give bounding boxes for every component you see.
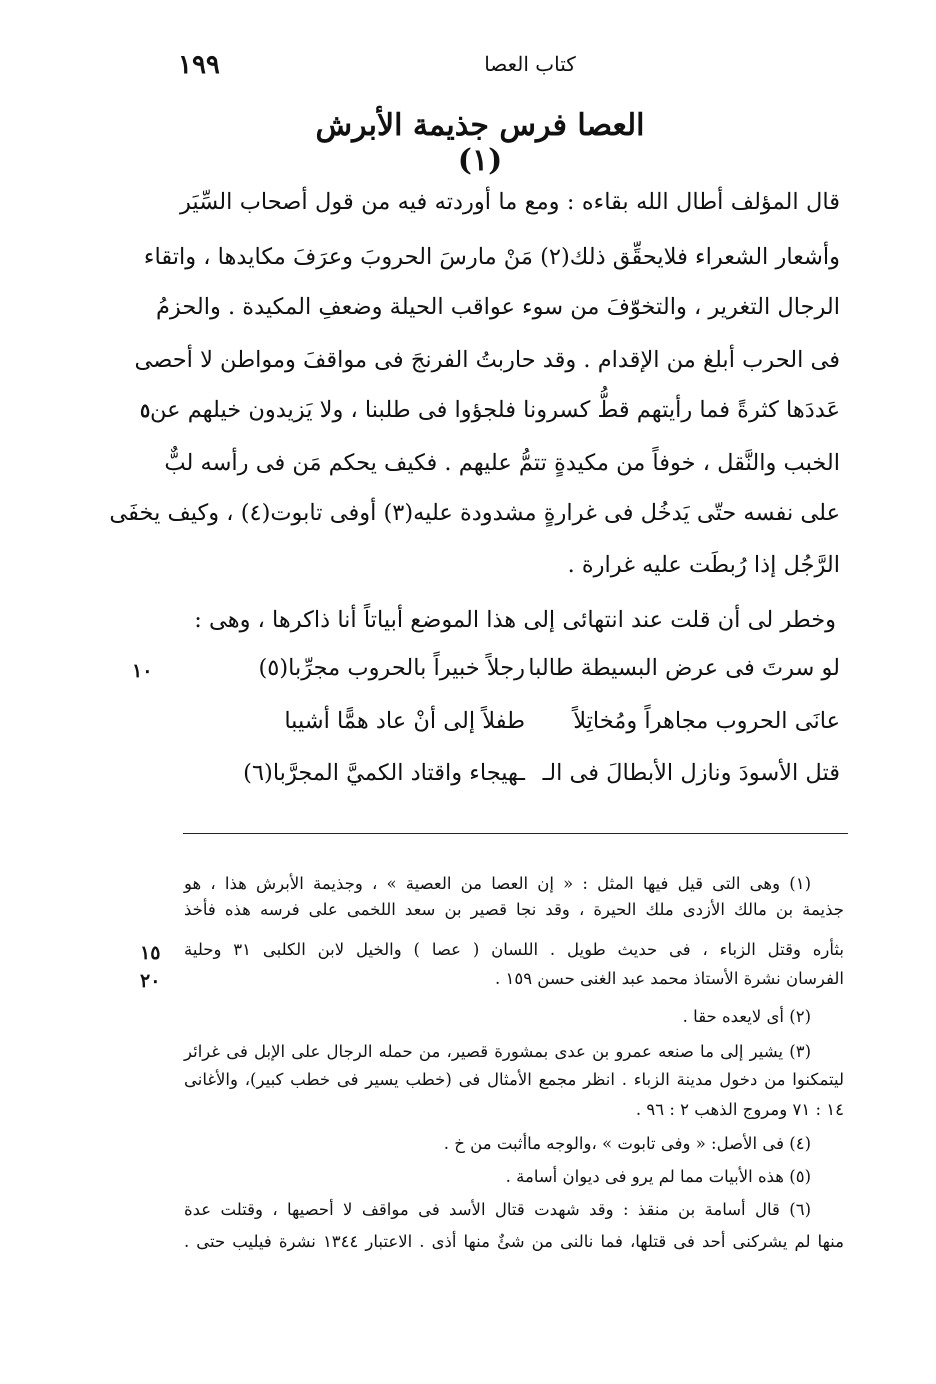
footnote-line: (٤) فى الأصل: « وفى تابوت » ،والوجه ماأثبت من خ . [443,1134,811,1153]
body-line: على نفسه حتّى يَدخُل فى غرارةٍ مشدودة عليه(٣) أوفى تابوت(٤) ، وكيف يخفَى [109,500,840,526]
chapter-title: العصا فرس جذيمة الأبرش (١) [315,108,645,178]
footnote-line: جذيمة بن مالك الأزدى ملك الحيرة ، وقد نجا قصير بن سعد اللخمى على فرسه هذه فأخذ [184,900,844,919]
footnote-line: ليتمكنوا من دخول مدينة الزباء . انظر مجمع الأمثال فى (خطب يسير فى خطب كبير)، والأغانى [184,1070,844,1089]
verse-hemistich-second: ـهيجاء واقتاد الكميَّ المجرَّبا(٦) [243,760,525,786]
verse-hemistich-second: طفلاً إلى أنْ عاد همًّا أشيبا [284,708,525,734]
footnote-line: بثأره وقتل الزباء ، فى حديث طويل . اللسان ( عصا ) والخيل لابن الكلبى ٣١ وحلية [184,940,844,959]
running-title: كتاب العصا [484,52,576,76]
footnote-line: الفرسان نشرة الأستاذ محمد عبد الغنى حسن ١٥٩ . [494,969,844,988]
body-line: الخبب والنَّقل ، خوفاً من مكيدةٍ تتمُّ عليهم . فكيف يحكم مَن فى رأسه لبٌّ [164,450,840,476]
line-number-10: ١٠ [132,660,153,682]
footnote-line: ١٤ : ٧١ ومروج الذهب ٢ : ٩٦ . [635,1100,844,1119]
body-line: فى الحرب أبلغ من الإقدام . وقد حاربتُ الفرنجَ فى مواقفَ ومواطن لا أحصى [134,347,840,373]
body-line: قال المؤلف أطال الله بقاءه : ومع ما أوردته فيه من قول أصحاب السِّيَر [180,189,840,215]
footnote-separator [183,833,848,834]
body-line: وأشعار الشعراء فلايحقِّق ذلك(٢) مَنْ مارسَ الحروبَ وعرَفَ مكايدها ، واتقاء [143,244,840,270]
verse-hemistich-first: لو سرتَ فى عرض البسيطة طالبا [528,655,840,681]
line-number-5: ٥ [140,400,151,422]
footnote-line: (٥) هذه الأبيات مما لم يرو فى ديوان أسامة . [505,1167,811,1186]
verse-intro-line: وخطر لى أن قلت عند انتهائى إلى هذا الموضع أبياتاً أنا ذاكرها ، وهى : [194,607,836,633]
footnote-line: (٦) قال أسامة بن منقذ : وقد شهدت قتال الأسد فى مواقف لا أحصيها ، وقتلت عدة [184,1200,811,1219]
body-line: عَددَها كثرةً فما رأيتهم قطُّ كسرونا فلجؤوا فى طلبنا ، ولا يَزيدون خيلهم عن [150,397,840,423]
footnote-line: (٣) يشير إلى ما صنعه عمرو بن عدى بمشورة قصير، من حمله الرجال على الإبل فى غرائر [184,1042,811,1061]
line-number-20: ٢٠ [140,970,161,992]
line-number-15: ١٥ [140,942,161,964]
body-line: الرَّجُل إذا رُبطَت عليه غرارة . [567,552,840,578]
verse-hemistich-first: قتل الأسودَ ونازل الأبطالَ فى الـ [542,760,840,786]
verse-hemistich-first: عانَى الحروب مجاهراً ومُخاتِلاً [573,708,840,734]
verse-hemistich-second: رجلاً خبيراً بالحروب مجرِّبا(٥) [258,655,525,681]
footnote-line: منها لم يشركنى أحد فى قتلها، فما نالنى من شئٌ منها أذى . الاعتبار ١٣٤٤ نشرة فيليب حتى . [184,1232,845,1251]
footnote-line: (٢) أى لايعده حقا . [682,1007,811,1026]
body-line: الرجال التغرير ، والتخوّفَ من سوء عواقب الحيلة وضعفِ المكيدة . والحزمُ [156,294,840,320]
footnote-line: (١) وهى التى قيل فيها المثل : « إن العصا من العصية » ، وجذيمة الأبرش هذا ، هو [184,874,811,893]
page-number: ١٩٩ [178,50,220,80]
